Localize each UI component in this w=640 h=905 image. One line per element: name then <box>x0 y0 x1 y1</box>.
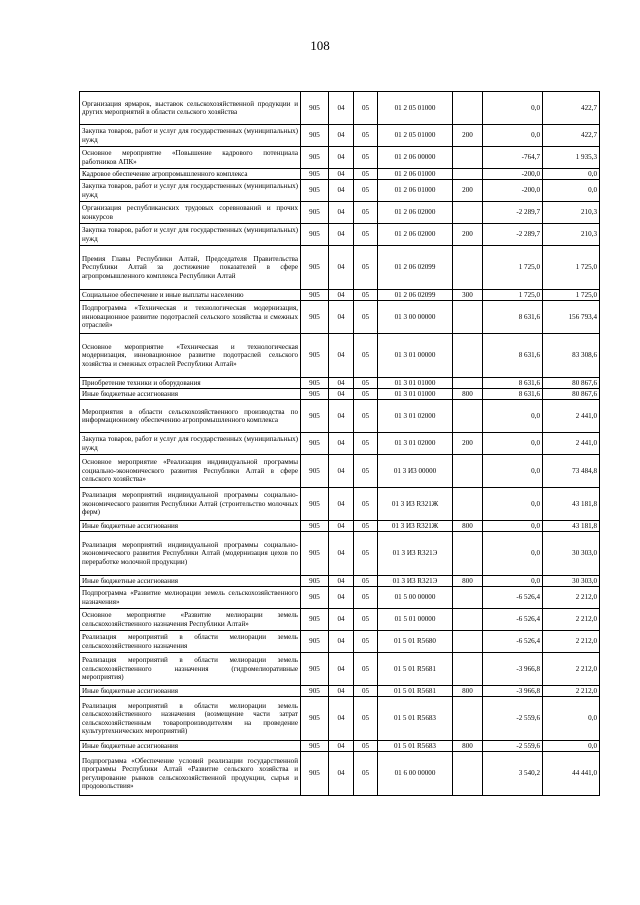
subsection-code-cell: 05 <box>354 400 378 433</box>
total-amount-cell: 43 181,8 <box>543 488 600 521</box>
total-amount-cell: 2 212,0 <box>543 587 600 609</box>
table-row <box>80 202 600 224</box>
subsection-code-cell: 05 <box>354 609 378 631</box>
row-name-cell: Мероприятия в области сельскохозяйственного производства по информационному обеспечению агропромышленного комплекса <box>80 400 301 433</box>
ministry-code-cell: 905 <box>301 587 329 609</box>
change-amount-cell: -2 289,7 <box>483 224 543 246</box>
total-amount-cell: 210,3 <box>543 202 600 224</box>
subsection-code-cell: 05 <box>354 631 378 653</box>
table-row <box>80 488 600 521</box>
section-code-cell: 04 <box>329 125 354 147</box>
section-code-cell: 04 <box>329 488 354 521</box>
expense-type-cell: 200 <box>453 433 483 455</box>
table-row <box>80 741 600 752</box>
section-code-cell: 04 <box>329 147 354 169</box>
table-row <box>80 92 600 125</box>
change-amount-cell: 0,0 <box>483 400 543 433</box>
table-row <box>80 433 600 455</box>
total-amount-cell: 80 867,6 <box>543 389 600 400</box>
expense-type-cell: 200 <box>453 180 483 202</box>
expense-type-cell <box>453 631 483 653</box>
target-article-cell: 01 3 И3 R321Э <box>378 532 453 576</box>
subsection-code-cell: 05 <box>354 488 378 521</box>
row-name-cell: Основное мероприятие «Реализация индивидуальной программы социально-экономического развития Республики Алтай в сфере сельского хозяйства» <box>80 455 301 488</box>
row-name-cell: Иные бюджетные ассигнования <box>80 686 301 697</box>
target-article-cell: 01 2 05 01000 <box>378 92 453 125</box>
expense-type-cell <box>453 246 483 290</box>
table-row <box>80 521 600 532</box>
target-article-cell: 01 2 06 00000 <box>378 147 453 169</box>
total-amount-cell: 0,0 <box>543 169 600 180</box>
page-number: 108 <box>310 38 330 53</box>
subsection-code-cell: 05 <box>354 433 378 455</box>
change-amount-cell: 8 631,6 <box>483 378 543 389</box>
section-code-cell: 04 <box>329 455 354 488</box>
ministry-code-cell: 905 <box>301 378 329 389</box>
table-row <box>80 334 600 378</box>
change-amount-cell: 0,0 <box>483 92 543 125</box>
table-row <box>80 180 600 202</box>
ministry-code-cell: 905 <box>301 697 329 741</box>
section-code-cell: 04 <box>329 290 354 301</box>
expense-type-cell: 800 <box>453 389 483 400</box>
section-code-cell: 04 <box>329 400 354 433</box>
section-code-cell: 04 <box>329 301 354 334</box>
row-name-cell: Премия Главы Республики Алтай, Председателя Правительства Республики Алтай за достижение показателей в сфере агропромышленного комплекса Республики Алтай <box>80 246 301 290</box>
target-article-cell: 01 5 01 R5680 <box>378 631 453 653</box>
subsection-code-cell: 05 <box>354 576 378 587</box>
total-amount-cell: 43 181,8 <box>543 521 600 532</box>
target-article-cell: 01 3 01 02000 <box>378 400 453 433</box>
ministry-code-cell: 905 <box>301 686 329 697</box>
target-article-cell: 01 3 01 01000 <box>378 378 453 389</box>
ministry-code-cell: 905 <box>301 400 329 433</box>
ministry-code-cell: 905 <box>301 752 329 796</box>
change-amount-cell: -200,0 <box>483 180 543 202</box>
ministry-code-cell: 905 <box>301 389 329 400</box>
table-row <box>80 301 600 334</box>
section-code-cell: 04 <box>329 202 354 224</box>
total-amount-cell: 0,0 <box>543 741 600 752</box>
row-name-cell: Реализация мероприятий индивидуальной программы социально-экономического развития Республики Алтай (строительство молочных ферм) <box>80 488 301 521</box>
row-name-cell: Организация ярмарок, выставок сельскохозяйственной продукции и других мероприятий в области сельского хозяйства <box>80 92 301 125</box>
target-article-cell: 01 2 06 02099 <box>378 290 453 301</box>
expense-type-cell: 200 <box>453 125 483 147</box>
section-code-cell: 04 <box>329 653 354 686</box>
ministry-code-cell: 905 <box>301 576 329 587</box>
total-amount-cell: 1 725,0 <box>543 246 600 290</box>
total-amount-cell: 422,7 <box>543 125 600 147</box>
total-amount-cell: 422,7 <box>543 92 600 125</box>
ministry-code-cell: 905 <box>301 180 329 202</box>
table-row <box>80 169 600 180</box>
expense-type-cell <box>453 378 483 389</box>
table-row <box>80 653 600 686</box>
target-article-cell: 01 2 06 01000 <box>378 180 453 202</box>
target-article-cell: 01 5 00 00000 <box>378 587 453 609</box>
target-article-cell: 01 5 01 R5681 <box>378 653 453 686</box>
subsection-code-cell: 05 <box>354 532 378 576</box>
section-code-cell: 04 <box>329 521 354 532</box>
subsection-code-cell: 05 <box>354 125 378 147</box>
subsection-code-cell: 05 <box>354 521 378 532</box>
expense-type-cell: 200 <box>453 224 483 246</box>
section-code-cell: 04 <box>329 246 354 290</box>
change-amount-cell: 8 631,6 <box>483 389 543 400</box>
total-amount-cell: 2 441,0 <box>543 433 600 455</box>
target-article-cell: 01 5 01 R5683 <box>378 697 453 741</box>
table-row <box>80 125 600 147</box>
ministry-code-cell: 905 <box>301 488 329 521</box>
row-name-cell: Закупка товаров, работ и услуг для государственных (муниципальных) нужд <box>80 180 301 202</box>
ministry-code-cell: 905 <box>301 653 329 686</box>
total-amount-cell: 80 867,6 <box>543 378 600 389</box>
change-amount-cell: -764,7 <box>483 147 543 169</box>
subsection-code-cell: 05 <box>354 334 378 378</box>
table-row <box>80 752 600 796</box>
subsection-code-cell: 05 <box>354 697 378 741</box>
ministry-code-cell: 905 <box>301 224 329 246</box>
total-amount-cell: 156 793,4 <box>543 301 600 334</box>
ministry-code-cell: 905 <box>301 532 329 576</box>
row-name-cell: Основное мероприятие «Повышение кадрового потенциала работников АПК» <box>80 147 301 169</box>
change-amount-cell: 8 631,6 <box>483 334 543 378</box>
row-name-cell: Реализация мероприятий в области мелиорации земель сельскохозяйственного назначения <box>80 631 301 653</box>
expense-type-cell <box>453 697 483 741</box>
table-row <box>80 576 600 587</box>
ministry-code-cell: 905 <box>301 631 329 653</box>
target-article-cell: 01 3 И3 R321Ж <box>378 488 453 521</box>
ministry-code-cell: 905 <box>301 202 329 224</box>
subsection-code-cell: 05 <box>354 686 378 697</box>
total-amount-cell: 44 441,0 <box>543 752 600 796</box>
target-article-cell: 01 3 01 01000 <box>378 389 453 400</box>
target-article-cell: 01 3 00 00000 <box>378 301 453 334</box>
subsection-code-cell: 05 <box>354 741 378 752</box>
target-article-cell: 01 3 И3 R321Ж <box>378 521 453 532</box>
subsection-code-cell: 05 <box>354 301 378 334</box>
expense-type-cell: 800 <box>453 686 483 697</box>
row-name-cell: Иные бюджетные ассигнования <box>80 389 301 400</box>
change-amount-cell: -2 289,7 <box>483 202 543 224</box>
ministry-code-cell: 905 <box>301 246 329 290</box>
subsection-code-cell: 05 <box>354 202 378 224</box>
change-amount-cell: -3 966,8 <box>483 686 543 697</box>
expense-type-cell: 800 <box>453 741 483 752</box>
expense-type-cell <box>453 455 483 488</box>
change-amount-cell: -6 526,4 <box>483 631 543 653</box>
table-row <box>80 400 600 433</box>
total-amount-cell: 2 212,0 <box>543 686 600 697</box>
table-row <box>80 389 600 400</box>
budget-table-body <box>80 92 600 796</box>
change-amount-cell: 0,0 <box>483 455 543 488</box>
budget-table <box>79 91 600 796</box>
subsection-code-cell: 05 <box>354 455 378 488</box>
section-code-cell: 04 <box>329 576 354 587</box>
section-code-cell: 04 <box>329 686 354 697</box>
total-amount-cell: 1 935,3 <box>543 147 600 169</box>
table-row <box>80 290 600 301</box>
expense-type-cell <box>453 92 483 125</box>
expense-type-cell <box>453 532 483 576</box>
table-row <box>80 532 600 576</box>
change-amount-cell: 0,0 <box>483 433 543 455</box>
total-amount-cell: 2 212,0 <box>543 653 600 686</box>
ministry-code-cell: 905 <box>301 741 329 752</box>
total-amount-cell: 73 484,8 <box>543 455 600 488</box>
section-code-cell: 04 <box>329 92 354 125</box>
subsection-code-cell: 05 <box>354 224 378 246</box>
total-amount-cell: 1 725,0 <box>543 290 600 301</box>
ministry-code-cell: 905 <box>301 521 329 532</box>
row-name-cell: Кадровое обеспечение агропромышленного комплекса <box>80 169 301 180</box>
row-name-cell: Закупка товаров, работ и услуг для государственных (муниципальных) нужд <box>80 224 301 246</box>
expense-type-cell: 800 <box>453 521 483 532</box>
row-name-cell: Социальное обеспечение и иные выплаты населению <box>80 290 301 301</box>
target-article-cell: 01 3 01 00000 <box>378 334 453 378</box>
ministry-code-cell: 905 <box>301 147 329 169</box>
ministry-code-cell: 905 <box>301 334 329 378</box>
row-name-cell: Основное мероприятие «Техническая и технологическая модернизация, инновационное развитие подотраслей сельского хозяйства и смежных отраслей Республики Алтай» <box>80 334 301 378</box>
table-row <box>80 609 600 631</box>
change-amount-cell: -6 526,4 <box>483 609 543 631</box>
ministry-code-cell: 905 <box>301 609 329 631</box>
expense-type-cell <box>453 202 483 224</box>
target-article-cell: 01 5 01 R5683 <box>378 741 453 752</box>
table-row <box>80 587 600 609</box>
expense-type-cell <box>453 488 483 521</box>
row-name-cell: Основное мероприятие «Развитие мелиорации земель сельскохозяйственного назначения Республики Алтай» <box>80 609 301 631</box>
target-article-cell: 01 6 00 00000 <box>378 752 453 796</box>
section-code-cell: 04 <box>329 631 354 653</box>
change-amount-cell: 0,0 <box>483 488 543 521</box>
subsection-code-cell: 05 <box>354 587 378 609</box>
subsection-code-cell: 05 <box>354 92 378 125</box>
target-article-cell: 01 5 01 R5681 <box>378 686 453 697</box>
table-row <box>80 631 600 653</box>
target-article-cell: 01 3 И3 R321Э <box>378 576 453 587</box>
change-amount-cell: -3 966,8 <box>483 653 543 686</box>
ministry-code-cell: 905 <box>301 433 329 455</box>
total-amount-cell: 2 212,0 <box>543 609 600 631</box>
section-code-cell: 04 <box>329 334 354 378</box>
section-code-cell: 04 <box>329 224 354 246</box>
section-code-cell: 04 <box>329 180 354 202</box>
table-row <box>80 246 600 290</box>
expense-type-cell: 300 <box>453 290 483 301</box>
row-name-cell: Подпрограмма «Обеспечение условий реализации государственной программы Республики Алтай «Развитие сельского хозяйства и регулирование рынков сельскохозяйственной продукции, сырья и продовольствия» <box>80 752 301 796</box>
ministry-code-cell: 905 <box>301 92 329 125</box>
change-amount-cell: 0,0 <box>483 521 543 532</box>
ministry-code-cell: 905 <box>301 290 329 301</box>
row-name-cell: Иные бюджетные ассигнования <box>80 521 301 532</box>
subsection-code-cell: 05 <box>354 653 378 686</box>
table-row <box>80 378 600 389</box>
change-amount-cell: 1 725,0 <box>483 246 543 290</box>
target-article-cell: 01 3 И3 00000 <box>378 455 453 488</box>
expense-type-cell <box>453 301 483 334</box>
ministry-code-cell: 905 <box>301 125 329 147</box>
subsection-code-cell: 05 <box>354 169 378 180</box>
section-code-cell: 04 <box>329 378 354 389</box>
section-code-cell: 04 <box>329 609 354 631</box>
row-name-cell: Подпрограмма «Техническая и технологическая модернизация, инновационное развитие подотраслей сельского хозяйства и смежных отраслей» <box>80 301 301 334</box>
expense-type-cell <box>453 653 483 686</box>
change-amount-cell: -2 559,6 <box>483 741 543 752</box>
change-amount-cell: 8 631,6 <box>483 301 543 334</box>
target-article-cell: 01 2 06 01000 <box>378 169 453 180</box>
total-amount-cell: 0,0 <box>543 697 600 741</box>
expense-type-cell <box>453 400 483 433</box>
row-name-cell: Закупка товаров, работ и услуг для государственных (муниципальных) нужд <box>80 433 301 455</box>
table-row <box>80 686 600 697</box>
section-code-cell: 04 <box>329 697 354 741</box>
subsection-code-cell: 05 <box>354 389 378 400</box>
row-name-cell: Организация республиканских трудовых соревнований и прочих конкурсов <box>80 202 301 224</box>
section-code-cell: 04 <box>329 389 354 400</box>
ministry-code-cell: 905 <box>301 169 329 180</box>
section-code-cell: 04 <box>329 433 354 455</box>
change-amount-cell: 0,0 <box>483 576 543 587</box>
row-name-cell: Иные бюджетные ассигнования <box>80 576 301 587</box>
total-amount-cell: 2 441,0 <box>543 400 600 433</box>
subsection-code-cell: 05 <box>354 290 378 301</box>
subsection-code-cell: 05 <box>354 752 378 796</box>
section-code-cell: 04 <box>329 169 354 180</box>
subsection-code-cell: 05 <box>354 246 378 290</box>
total-amount-cell: 30 303,0 <box>543 532 600 576</box>
expense-type-cell <box>453 752 483 796</box>
section-code-cell: 04 <box>329 587 354 609</box>
target-article-cell: 01 3 01 02000 <box>378 433 453 455</box>
subsection-code-cell: 05 <box>354 147 378 169</box>
change-amount-cell: -6 526,4 <box>483 587 543 609</box>
expense-type-cell: 800 <box>453 576 483 587</box>
expense-type-cell <box>453 147 483 169</box>
change-amount-cell: 3 540,2 <box>483 752 543 796</box>
target-article-cell: 01 2 06 02099 <box>378 246 453 290</box>
subsection-code-cell: 05 <box>354 378 378 389</box>
change-amount-cell: 0,0 <box>483 125 543 147</box>
total-amount-cell: 0,0 <box>543 180 600 202</box>
table-row <box>80 147 600 169</box>
change-amount-cell: -200,0 <box>483 169 543 180</box>
expense-type-cell <box>453 169 483 180</box>
table-row <box>80 224 600 246</box>
total-amount-cell: 210,3 <box>543 224 600 246</box>
row-name-cell: Реализация мероприятий в области мелиорации земель сельскохозяйственного назначения (гидромелиоративные мероприятия) <box>80 653 301 686</box>
total-amount-cell: 2 212,0 <box>543 631 600 653</box>
section-code-cell: 04 <box>329 741 354 752</box>
section-code-cell: 04 <box>329 752 354 796</box>
ministry-code-cell: 905 <box>301 301 329 334</box>
subsection-code-cell: 05 <box>354 180 378 202</box>
row-name-cell: Приобретение техники и оборудования <box>80 378 301 389</box>
change-amount-cell: 0,0 <box>483 532 543 576</box>
row-name-cell: Реализация мероприятий индивидуальной программы социально-экономического развития Республики Алтай (модернизация цехов по переработке молочной продукции) <box>80 532 301 576</box>
target-article-cell: 01 2 05 01000 <box>378 125 453 147</box>
expense-type-cell <box>453 609 483 631</box>
row-name-cell: Подпрограмма «Развитие мелиорации земель сельскохозяйственного назначения» <box>80 587 301 609</box>
expense-type-cell <box>453 587 483 609</box>
table-row <box>80 455 600 488</box>
expense-type-cell <box>453 334 483 378</box>
section-code-cell: 04 <box>329 532 354 576</box>
ministry-code-cell: 905 <box>301 455 329 488</box>
change-amount-cell: 1 725,0 <box>483 290 543 301</box>
target-article-cell: 01 2 06 02000 <box>378 224 453 246</box>
total-amount-cell: 83 308,6 <box>543 334 600 378</box>
change-amount-cell: -2 559,6 <box>483 697 543 741</box>
table-row <box>80 697 600 741</box>
row-name-cell: Иные бюджетные ассигнования <box>80 741 301 752</box>
row-name-cell: Реализация мероприятий в области мелиорации земель сельскохозяйственного назначения (возмещение части затрат сельскохозяйственным товаропроизводителям на проведение культуртехнических мероприятий) <box>80 697 301 741</box>
total-amount-cell: 30 303,0 <box>543 576 600 587</box>
target-article-cell: 01 5 01 00000 <box>378 609 453 631</box>
target-article-cell: 01 2 06 02000 <box>378 202 453 224</box>
row-name-cell: Закупка товаров, работ и услуг для государственных (муниципальных) нужд <box>80 125 301 147</box>
